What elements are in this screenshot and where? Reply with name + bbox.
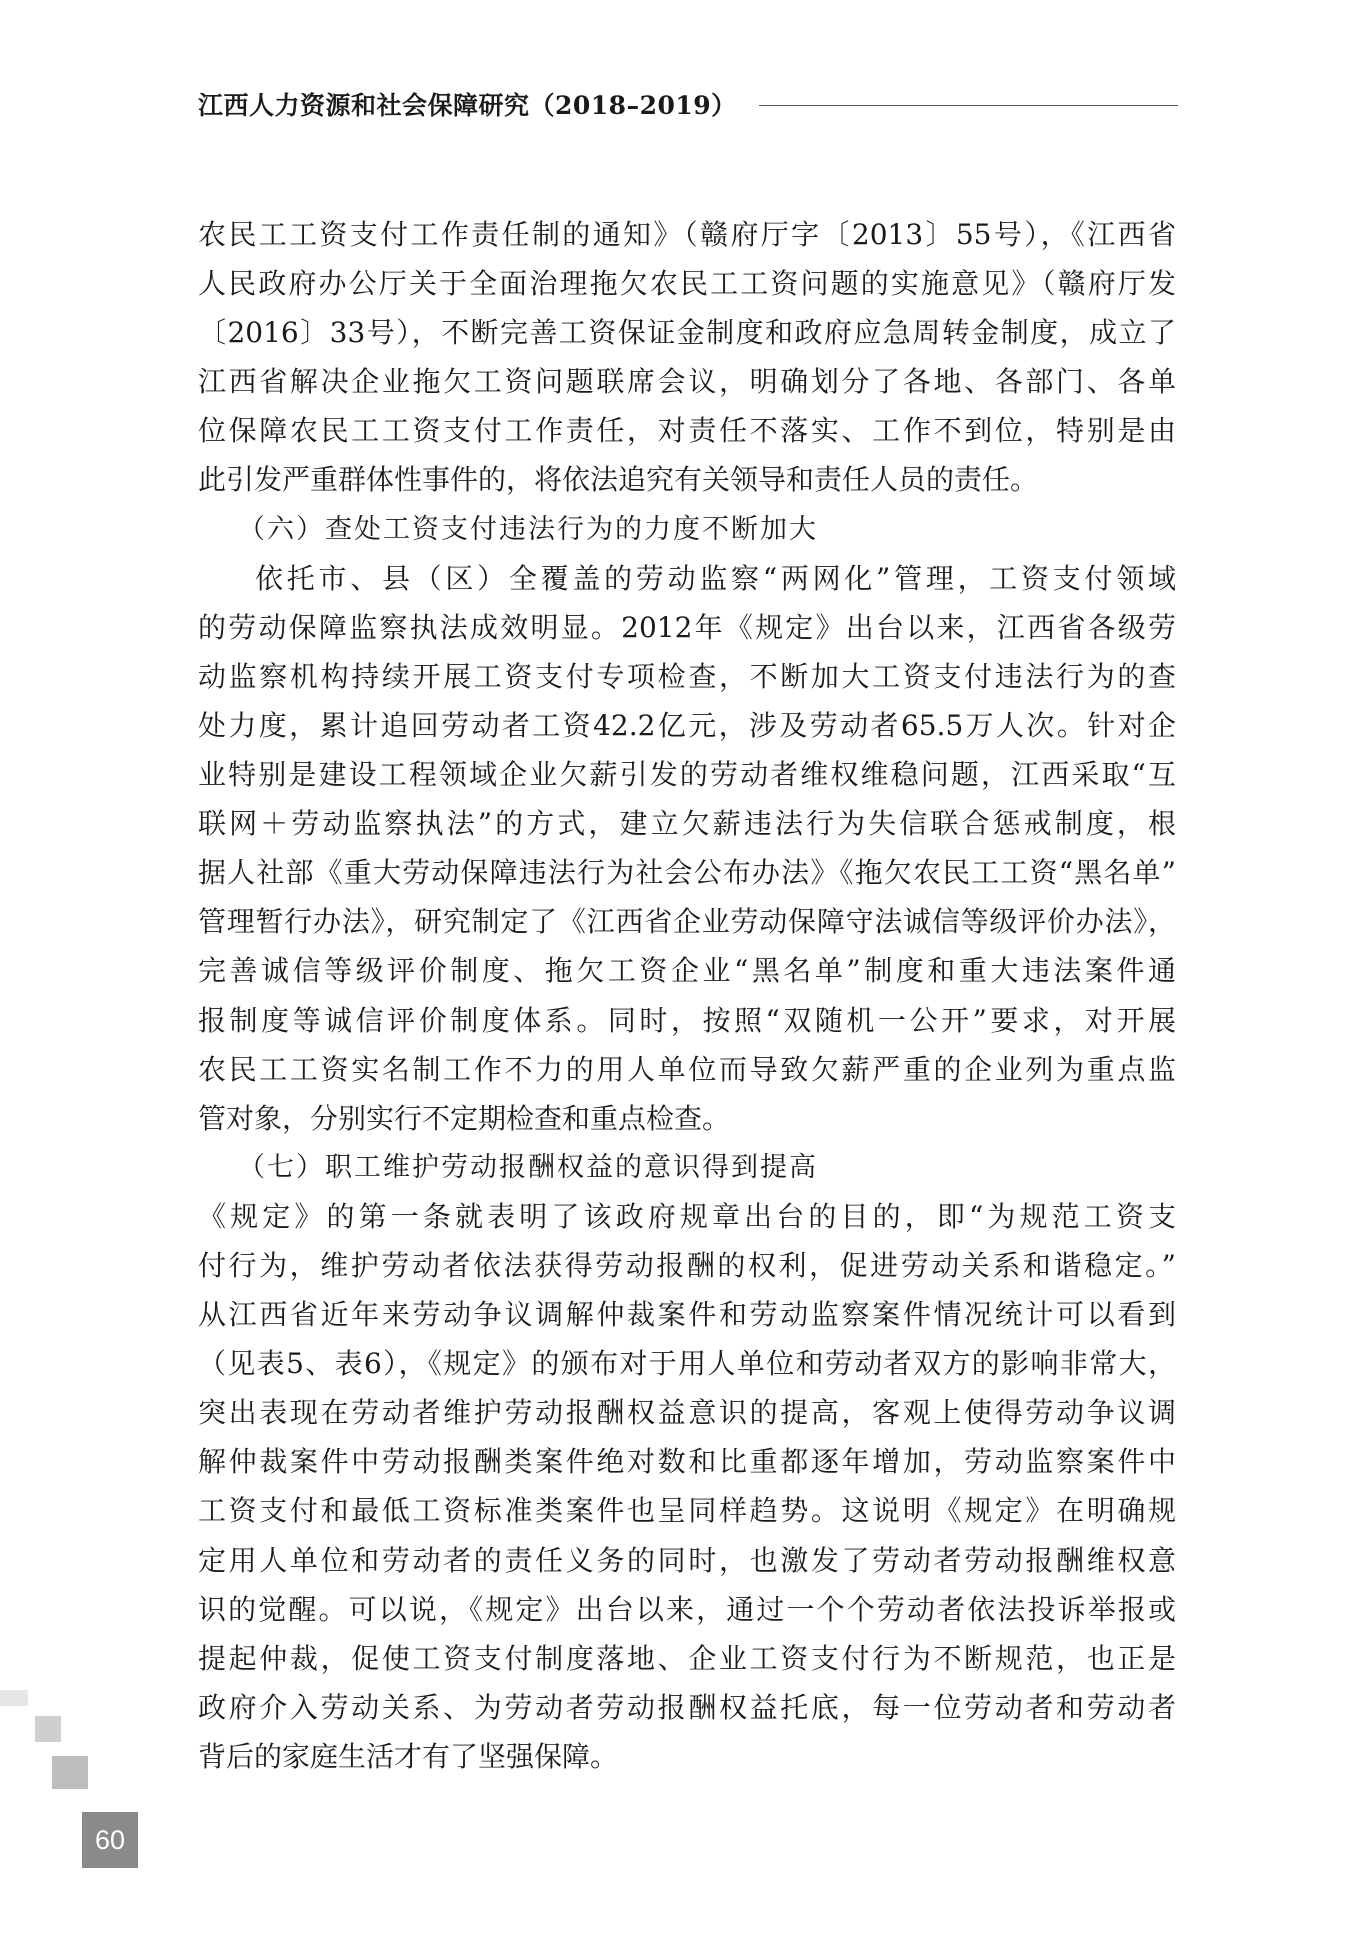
text-line: 江西省解决企业拖欠工资问题联席会议，明确划分了各地、各部门、各单 [198, 365, 1176, 399]
section-heading: （六）查处工资支付违法行为的力度不断加大 [238, 513, 818, 545]
text-line: 据人社部《重大劳动保障违法行为社会公布办法》《拖欠农民工工资“黑名单” [198, 856, 1176, 890]
text-line: 解仲裁案件中劳动报酬类案件绝对数和比重都逐年增加，劳动监察案件中 [198, 1445, 1176, 1479]
text-line: 管理暂行办法》，研究制定了《江西省企业劳动保障守法诚信等级评价办法》， [198, 905, 1176, 939]
text-line: 联网＋劳动监察执法”的方式，建立欠薪违法行为失信联合惩戒制度，根 [198, 807, 1176, 841]
text-line: 位保障农民工工资支付工作责任，对责任不落实、工作不到位，特别是由 [198, 414, 1176, 448]
page-number-box [82, 1812, 138, 1868]
decorative-square [35, 1716, 61, 1742]
text-line: 处力度，累计追回劳动者工资42.2亿元，涉及劳动者65.5万人次。针对企 [198, 708, 1176, 742]
text-line: 识的觉醒。可以说，《规定》出台以来，通过一个个劳动者依法投诉举报或 [198, 1592, 1176, 1626]
text-line: 定用人单位和劳动者的责任义务的同时，也激发了劳动者劳动报酬维权意 [198, 1543, 1176, 1577]
text-line: 依托市、县（区）全覆盖的劳动监察“两网化”管理，工资支付领域 [255, 561, 1176, 595]
text-line: 业特别是建设工程领域企业欠薪引发的劳动者维权维稳问题，江西采取“互 [198, 758, 1176, 792]
text-line: 完善诚信等级评价制度、拖欠工资企业“黑名单”制度和重大违法案件通 [198, 954, 1176, 988]
decorative-square [52, 1756, 88, 1789]
text-line: 〔2016〕33号），不断完善工资保证金制度和政府应急周转金制度，成立了 [198, 316, 1176, 350]
running-header [198, 84, 1178, 124]
text-line: 背后的家庭生活才有了坚强保障。 [198, 1739, 619, 1773]
body-text [198, 210, 1176, 1781]
text-line: 从江西省近年来劳动争议调解仲裁案件和劳动监察案件情况统计可以看到 [198, 1298, 1176, 1332]
text-line: 政府介入劳动关系、为劳动者劳动报酬权益托底，每一位劳动者和劳动者 [198, 1690, 1176, 1724]
running-title: 江西人力资源和社会保障研究（2018–2019） [198, 91, 737, 120]
text-line: 工资支付和最低工资标准类案件也呈同样趋势。这说明《规定》在明确规 [198, 1494, 1176, 1528]
text-line: 此引发严重群体性事件的，将依法追究有关领导和责任人员的责任。 [198, 463, 1039, 497]
text-line: 提起仲裁，促使工资支付制度落地、企业工资支付行为不断规范，也正是 [198, 1641, 1176, 1675]
section-heading: （七）职工维护劳动报酬权益的意识得到提高 [238, 1151, 818, 1183]
text-line: （见表5、表6），《规定》的颁布对于用人单位和劳动者双方的影响非常大， [198, 1347, 1176, 1381]
text-line: 管对象，分别实行不定期检查和重点检查。 [198, 1101, 731, 1135]
decorative-square [0, 1690, 28, 1706]
text-line: 农民工工资实名制工作不力的用人单位而导致欠薪严重的企业列为重点监 [198, 1052, 1176, 1086]
text-line: 突出表现在劳动者维护劳动报酬权益意识的提高，客观上使得劳动争议调 [198, 1396, 1176, 1430]
text-line: 动监察机构持续开展工资支付专项检查，不断加大工资支付违法行为的查 [198, 659, 1176, 693]
text-line: 的劳动保障监察执法成效明显。2012年《规定》出台以来，江西省各级劳 [198, 610, 1176, 644]
text-line: 报制度等诚信评价制度体系。同时，按照“双随机一公开”要求，对开展 [198, 1003, 1176, 1037]
page-number: 60 [94, 1824, 126, 1855]
text-line: 《规定》的第一条就表明了该政府规章出台的目的，即“为规范工资支 [198, 1199, 1176, 1233]
header-rule [759, 105, 1178, 106]
text-line: 人民政府办公厅关于全面治理拖欠农民工工资问题的实施意见》（赣府厅发 [198, 267, 1176, 301]
text-line: 付行为，维护劳动者依法获得劳动报酬的权利，促进劳动关系和谐稳定。” [198, 1248, 1176, 1282]
text-line: 农民工工资支付工作责任制的通知》（赣府厅字〔2013〕55号），《江西省 [198, 218, 1176, 251]
